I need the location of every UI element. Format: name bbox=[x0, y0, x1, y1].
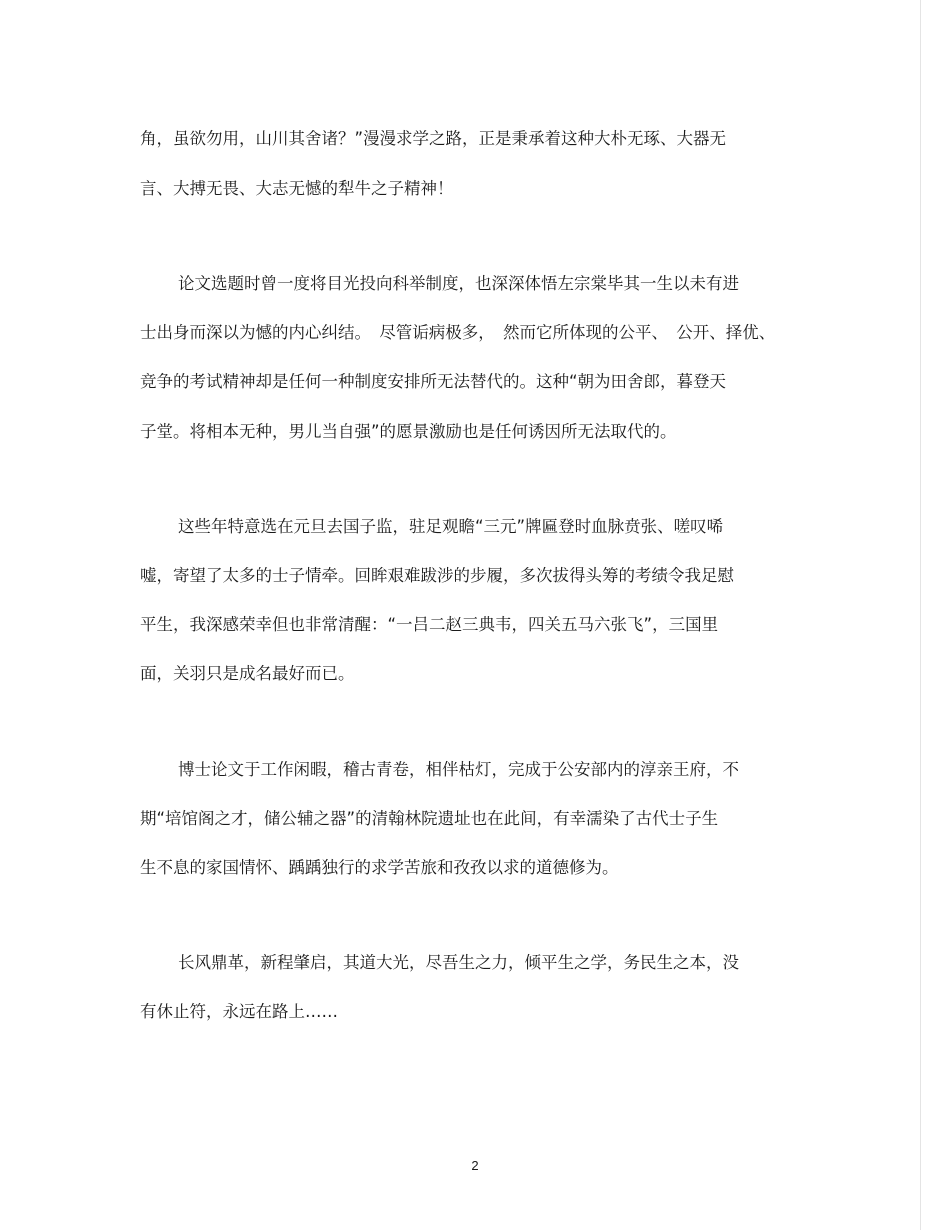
paragraph-3-line-2: 嘘，寄望了太多的士子情牵。回眸艰难跋涉的步履，多次拔得头筹的考绩令我足慰 bbox=[140, 566, 734, 585]
paragraph-3-line-1: 这些年特意选在元旦去国子监，驻足观瞻“三元”牌匾登时血脉贲张、嗟叹唏 bbox=[178, 517, 724, 536]
paragraph-4-line-2: 期“培馆阁之才，储公辅之器”的清翰林院遗址也在此间，有幸濡染了古代士子生 bbox=[140, 809, 719, 828]
page-margin-area bbox=[921, 0, 950, 1230]
page-number: 2 bbox=[471, 1158, 479, 1173]
paragraph-3-line-4: 面，关羽只是成名最好而已。 bbox=[140, 664, 355, 683]
paragraph-3-line-3: 平生，我深感荣幸但也非常清醒：“一吕二赵三典韦，四关五马六张飞”，三国里 bbox=[140, 615, 719, 634]
paragraph-2-line-3: 竞争的考试精神却是任何一种制度安排所无法替代的。这种“朝为田舍郎，暮登天 bbox=[140, 372, 727, 391]
paragraph-1-line-1: 角，虽欲勿用，山川其舍诸？”漫漫求学之路，正是秉承着这种大朴无琢、大器无 bbox=[140, 129, 727, 148]
paragraph-5-line-2: 有休止符，永远在路上…… bbox=[140, 1002, 338, 1021]
paragraph-4-line-3: 生不息的家国情怀、踽踽独行的求学苦旅和孜孜以求的道德修为。 bbox=[140, 858, 619, 877]
paragraph-2-line-4: 子堂。将相本无种，男儿当自强”的愿景激励也是任何诱因所无法取代的。 bbox=[140, 422, 677, 441]
paragraph-2-line-2: 士出身而深以为憾的内心纠结。 尽管诟病极多， 然而它所体现的公平、 公开、择优、 bbox=[140, 323, 776, 342]
paragraph-4-line-1: 博士论文于工作闲暇，稽古青卷，相伴枯灯，完成于公安部内的淳亲王府，不 bbox=[178, 760, 739, 779]
paragraph-5-line-1: 长风鼎革，新程肇启，其道大光，尽吾生之力，倾平生之学，务民生之本，没 bbox=[178, 953, 739, 972]
paragraph-2-line-1: 论文选题时曾一度将目光投向科举制度，也深深体悟左宗棠毕其一生以未有进 bbox=[178, 274, 739, 293]
paragraph-1-line-2: 言、大搏无畏、大志无憾的犁牛之子精神！ bbox=[140, 179, 454, 198]
